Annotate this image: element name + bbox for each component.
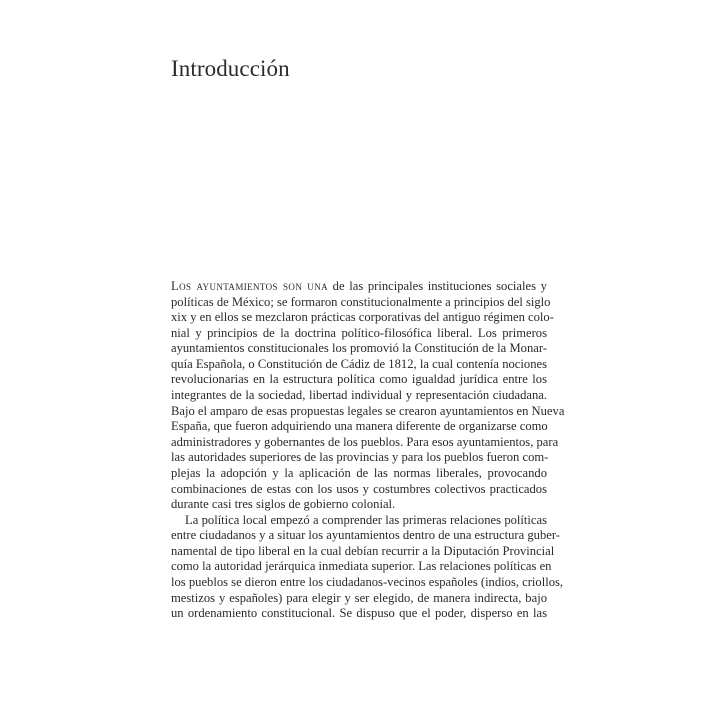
text-line: xix y en ellos se mezclaron prácticas corporativas del antiguo régimen colo- bbox=[171, 310, 554, 325]
text-line: España, que fueron adquiriendo una manera diferente de organizarse como bbox=[171, 419, 548, 434]
text-line: los pueblos se dieron entre los ciudadanos-vecinos españoles (indios, criollos, bbox=[171, 574, 564, 589]
text-line: Bajo el amparo de esas propuestas legales se crearon ayuntamientos en Nueva bbox=[171, 403, 565, 418]
text-line: entre ciudadanos y a situar los ayuntamientos dentro de una estructura guber- bbox=[171, 528, 560, 543]
text-line: nial y principios de la doctrina político-filosófica liberal. Los primeros bbox=[171, 325, 547, 340]
line-text: de las principales instituciones sociales y bbox=[328, 279, 547, 293]
text-line: mestizos y españoles) para elegir y ser elegido, de manera indirecta, bajo bbox=[171, 590, 547, 605]
text-line: plejas la adopción y la aplicación de las normas liberales, provocando bbox=[171, 465, 547, 480]
text-line: quía Española, o Constitución de Cádiz de 1812, la cual contenía nociones bbox=[171, 356, 547, 371]
text-line: un ordenamiento constitucional. Se dispuso que el poder, disperso en las bbox=[171, 606, 547, 621]
paragraph-2-line-1: La política local empezó a comprender las primeras relaciones políticas bbox=[185, 512, 547, 527]
body-text bbox=[171, 279, 565, 622]
text-line: combinaciones de estas con los usos y costumbres colectivos practicados bbox=[171, 481, 547, 496]
text-line: como la autoridad jerárquica inmediata superior. Las relaciones políticas en bbox=[171, 559, 552, 574]
text-line: integrantes de la sociedad, libertad individual y representación ciudadana. bbox=[171, 388, 547, 403]
text-line: revolucionarias en la estructura política como igualdad jurídica entre los bbox=[171, 372, 547, 387]
text-line: las autoridades superiores de las provincias y para los pueblos fueron com- bbox=[171, 450, 549, 465]
chapter-title: Introducción bbox=[171, 56, 290, 81]
text-line: ayuntamientos constitucionales los promovió la Constitución de la Monar- bbox=[171, 341, 547, 356]
paragraph-1-line-1 bbox=[171, 279, 547, 295]
text-line: administradores y gobernantes de los pueblos. Para esos ayuntamientos, para bbox=[171, 434, 559, 449]
text-line: namental de tipo liberal en la cual debían recurrir a la Diputación Provincial bbox=[171, 543, 555, 558]
opening-smallcaps: Los ayuntamientos son una bbox=[171, 279, 328, 293]
text-line: durante casi tres siglos de gobierno colonial. bbox=[171, 497, 396, 512]
text-line: políticas de México; se formaron constitucionalmente a principios del siglo bbox=[171, 294, 551, 309]
